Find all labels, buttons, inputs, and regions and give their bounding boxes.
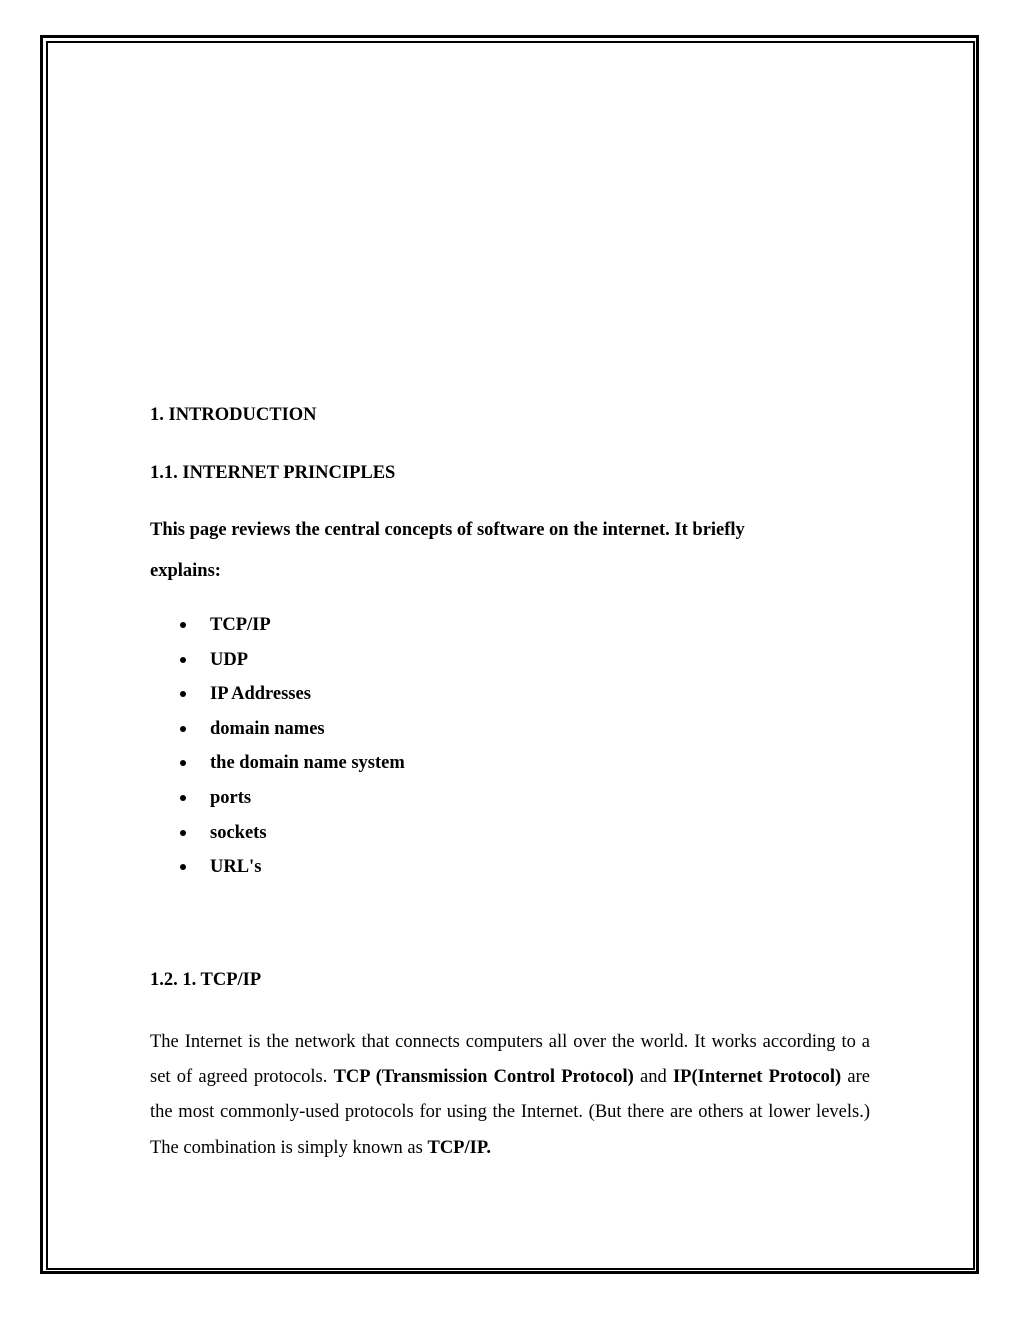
bullet-icon bbox=[180, 622, 186, 628]
heading-internet-principles: 1.1. INTERNET PRINCIPLES bbox=[150, 463, 396, 483]
bullet-icon bbox=[180, 795, 186, 801]
list-item bbox=[150, 854, 405, 889]
text-segment: are the most commonly-used protocols for using the Internet. (But there are others at lower levels.) The combination is simply known as bbox=[150, 1067, 870, 1158]
text-segment: and bbox=[633, 1067, 673, 1088]
heading-introduction: 1. INTRODUCTION bbox=[150, 405, 317, 425]
intro-text-line-2: explains: bbox=[150, 561, 221, 581]
list-item-text: sockets bbox=[210, 822, 267, 843]
bullet-icon bbox=[180, 760, 186, 766]
bullet-icon bbox=[180, 864, 186, 870]
text-segment: The Internet is the network that connects computers all over the world. It works according to a set of agreed protocols. bbox=[150, 1032, 870, 1088]
intro-text-line-1: This page reviews the central concepts of software on the internet. It briefly bbox=[150, 520, 745, 540]
bold-term: TCP/IP. bbox=[427, 1137, 492, 1158]
list-item bbox=[150, 820, 405, 855]
bullet-icon bbox=[180, 830, 186, 836]
list-item bbox=[150, 681, 405, 716]
list-item-text: IP Addresses bbox=[210, 684, 311, 705]
list-item bbox=[150, 750, 405, 785]
list-item-text: URL's bbox=[210, 857, 262, 878]
list-item-text: ports bbox=[210, 787, 252, 808]
list-item bbox=[150, 647, 405, 682]
tcp-ip-paragraph bbox=[150, 1025, 870, 1166]
bullet-icon bbox=[180, 691, 186, 697]
topics-list bbox=[150, 612, 405, 889]
bullet-icon bbox=[180, 657, 186, 663]
list-item-text: the domain name system bbox=[210, 753, 405, 774]
list-item-text: UDP bbox=[210, 649, 249, 670]
list-item-text: domain names bbox=[210, 718, 325, 739]
list-item bbox=[150, 716, 405, 751]
bold-term: IP(Internet Protocol) bbox=[672, 1067, 842, 1088]
bullet-icon bbox=[180, 726, 186, 732]
heading-tcp-ip: 1.2. 1. TCP/IP bbox=[150, 970, 262, 990]
bold-term: TCP (Transmission Control Protocol) bbox=[333, 1067, 634, 1088]
list-item bbox=[150, 785, 405, 820]
list-item bbox=[150, 612, 405, 647]
list-item-text: TCP/IP bbox=[210, 615, 271, 635]
